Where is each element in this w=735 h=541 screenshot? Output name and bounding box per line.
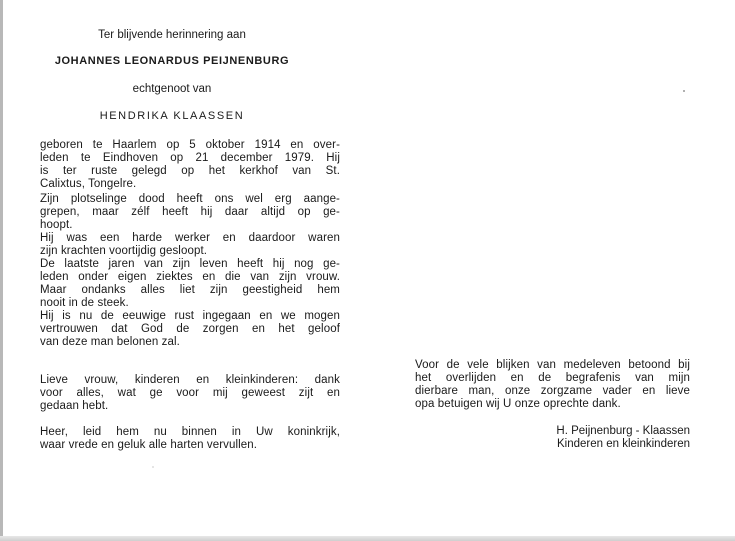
- tribute-line: nooit in de steek.: [40, 297, 129, 309]
- tribute-line: van deze man belonen zal.: [40, 336, 180, 348]
- card-bottom-edge: [0, 536, 735, 541]
- farewell-line: voor alles, wat ge voor mij geweest zijt en: [40, 387, 340, 399]
- print-speck: [152, 466, 154, 468]
- signature-family: Kinderen en kleinkinderen: [557, 438, 690, 450]
- prayer-line: Heer, leid hem nu binnen in Uw koninkrijk,: [40, 426, 340, 438]
- relation-text: echtgenoot van: [132, 83, 212, 95]
- tribute-line: De laatste jaren van zijn leven heeft hij nog ge-: [40, 258, 340, 270]
- prayer-line: waar vrede en geluk alle harten vervullen.: [40, 439, 258, 451]
- tribute-line: Zijn plotselinge dood heeft ons wel erg aange-: [40, 193, 340, 205]
- intro-text: Ter blijvende herinnering aan: [98, 29, 246, 41]
- tribute-line: leden onder eigen ziektes en die van zijn vrouw.: [40, 271, 340, 283]
- thanks-line: opa betuigen wij U onze oprechte dank.: [415, 398, 621, 410]
- tribute-line: zijn krachten voortijdig gesloopt.: [40, 245, 208, 257]
- tribute-line: Maar ondanks alles liet zijn geestigheid hem: [40, 284, 340, 296]
- tribute-line: hoopt.: [40, 219, 73, 231]
- print-speck: [683, 90, 685, 92]
- farewell-line: gedaan hebt.: [40, 400, 109, 412]
- tribute-line: grepen, maar zélf heeft hij daar altijd op ge-: [40, 206, 340, 218]
- biography-line: geboren te Haarlem op 5 oktober 1914 en over-: [40, 139, 340, 151]
- card-left-edge: [0, 0, 3, 541]
- signature-name: H. Peijnenburg - Klaassen: [556, 425, 690, 437]
- tribute-line: Hij is nu de eeuwige rust ingegaan en we mogen: [40, 310, 340, 322]
- spouse-name: HENDRIKA KLAASSEN: [99, 110, 245, 122]
- deceased-name: JOHANNES LEONARDUS PEIJNENBURG: [54, 55, 290, 67]
- thanks-line: dierbare man, onze zorgzame vader en lieve: [415, 385, 690, 397]
- thanks-line: Voor de vele blijken van medeleven betoond bij: [415, 359, 690, 371]
- biography-line: is ter ruste gelegd op het kerkhof van St.: [40, 165, 340, 177]
- tribute-line: Hij was een harde werker en daardoor waren: [40, 232, 340, 244]
- biography-line: Calixtus, Tongelre.: [40, 178, 137, 190]
- tribute-line: vertrouwen dat God de zorgen en het geloof: [40, 323, 340, 335]
- farewell-line: Lieve vrouw, kinderen en kleinkinderen: dank: [40, 374, 340, 386]
- thanks-line: het overlijden en de begrafenis van mijn: [415, 372, 690, 384]
- biography-line: leden te Eindhoven op 21 december 1979. Hij: [40, 152, 340, 164]
